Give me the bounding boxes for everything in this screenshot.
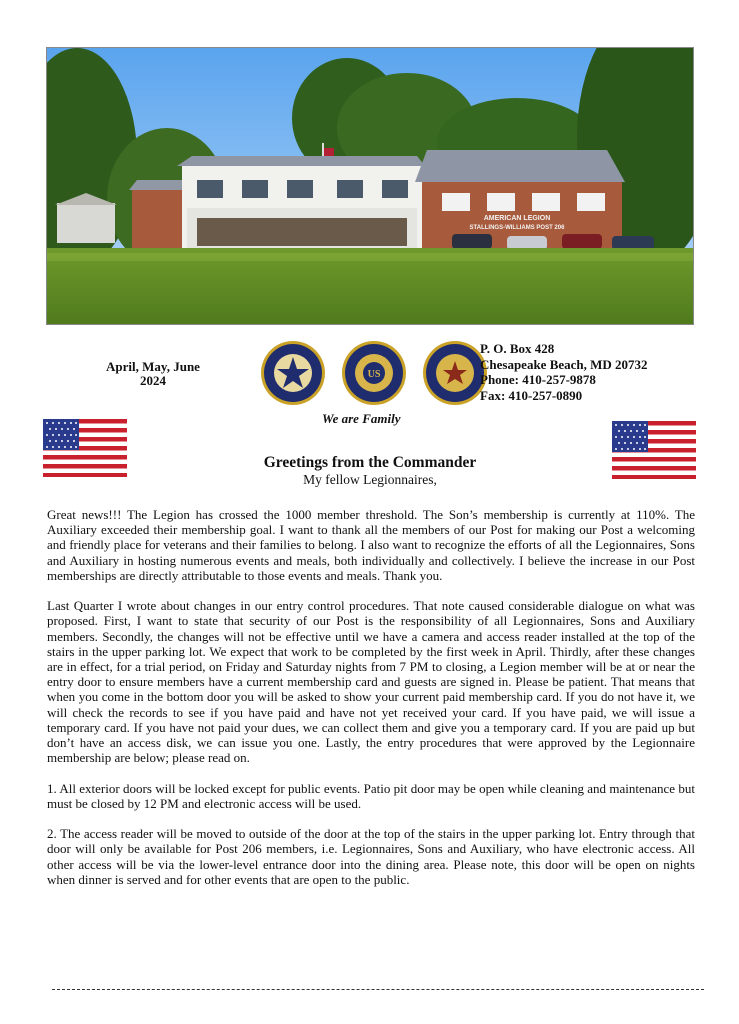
paragraph-entry-control: Last Quarter I wrote about changes in our entry control procedures. That note caused considerable dialogue on what was proposed. First, I want to state that security of our Post is the responsibility of all Legionnaires, Sons and Auxiliary members. Secondly, the changes will not be effective until we have a camera and access reader installed at the top of the stairs in the upper parking lot. We expect that work to be completed by the first week in April. Thirdly, after these changes are in effect, for a trial period, on Friday and Saturday nights from 7 PM to closing, a Legion member will be at or near the entry door to ensure members have a current membership card and guests are signed in. Please be patient. That means that when you come in the bottom door you will be asked to show your current paid membership card. If you do not have it, we will check the records to see if you have paid and have not yet received your card. If you have paid, we will issue a temporary card. If you have not paid your dues, we can collect them and give you a temporary card. If you are paid up but don’t have an access disk, we can issue you one. Lastly, the entry procedures that were approved by the Legionnaire membership are below; please read on. (47, 598, 695, 766)
dashed-divider (52, 989, 704, 990)
tagline: We are Family (322, 411, 401, 426)
city-state-zip: Chesapeake Beach, MD 20732 (480, 356, 648, 372)
article-heading: Greetings from the Commander (263, 454, 477, 471)
emblem-row (259, 339, 489, 407)
svg-text:US: US (367, 369, 381, 380)
us-flag-icon (43, 419, 127, 477)
building-photo-icon (47, 48, 694, 325)
us-flag-icon (612, 421, 696, 479)
sons-emblem-icon (423, 341, 487, 405)
issue-months: April, May, June (106, 359, 200, 374)
article-body (47, 507, 695, 902)
sign-line-2: STALLINGS-WILLIAMS POST 206 (469, 225, 565, 231)
paragraph-item-2: 2. The access reader will be moved to outside of the door at the top of the stairs in the upper parking lot. Entry through that door will only be available for Post 206 members, i.e. Legionnaires, Sons and Auxiliary, who have electronic access. All other access will be via the lower-level entrance door into the dining area. Please note, this door will be open on nights when dinner is served and for other events that are open to the public. (47, 826, 695, 887)
post-building-photo (46, 47, 694, 325)
issue-dates (78, 360, 228, 388)
sign-line-1: AMERICAN LEGION (483, 215, 551, 222)
legion-emblem-icon (342, 341, 406, 405)
po-box: P. O. Box 428 (480, 341, 555, 356)
contact-block (480, 341, 648, 403)
article-salutation: My fellow Legionnaires, (303, 472, 437, 487)
fax-number: Fax: 410-257-0890 (480, 387, 583, 403)
auxiliary-emblem-icon (261, 341, 325, 405)
issue-year: 2024 (140, 373, 166, 388)
paragraph-item-1: 1. All exterior doors will be locked except for public events. Patio pit door may be open while cleaning and maintenance but must be closed by 12 PM and electronic access will be used. (47, 780, 695, 811)
phone-number: Phone: 410-257-9878 (480, 372, 596, 387)
paragraph-membership: Great news!!! The Legion has crossed the 1000 member threshold. The Son’s membership is currently at 110%. The Auxiliary exceeded their membership goal. I want to thank all the members of our Post for making our Post a welcoming and friendly place for veterans and their families to belong. I also want to recognize the efforts of all the Legionnaires, Sons and Auxiliary in hosting numerous events and meals, both individually and collectively. I believe the increase in our Post memberships are directly attributable to those events and meals. Thank you. (47, 507, 695, 583)
